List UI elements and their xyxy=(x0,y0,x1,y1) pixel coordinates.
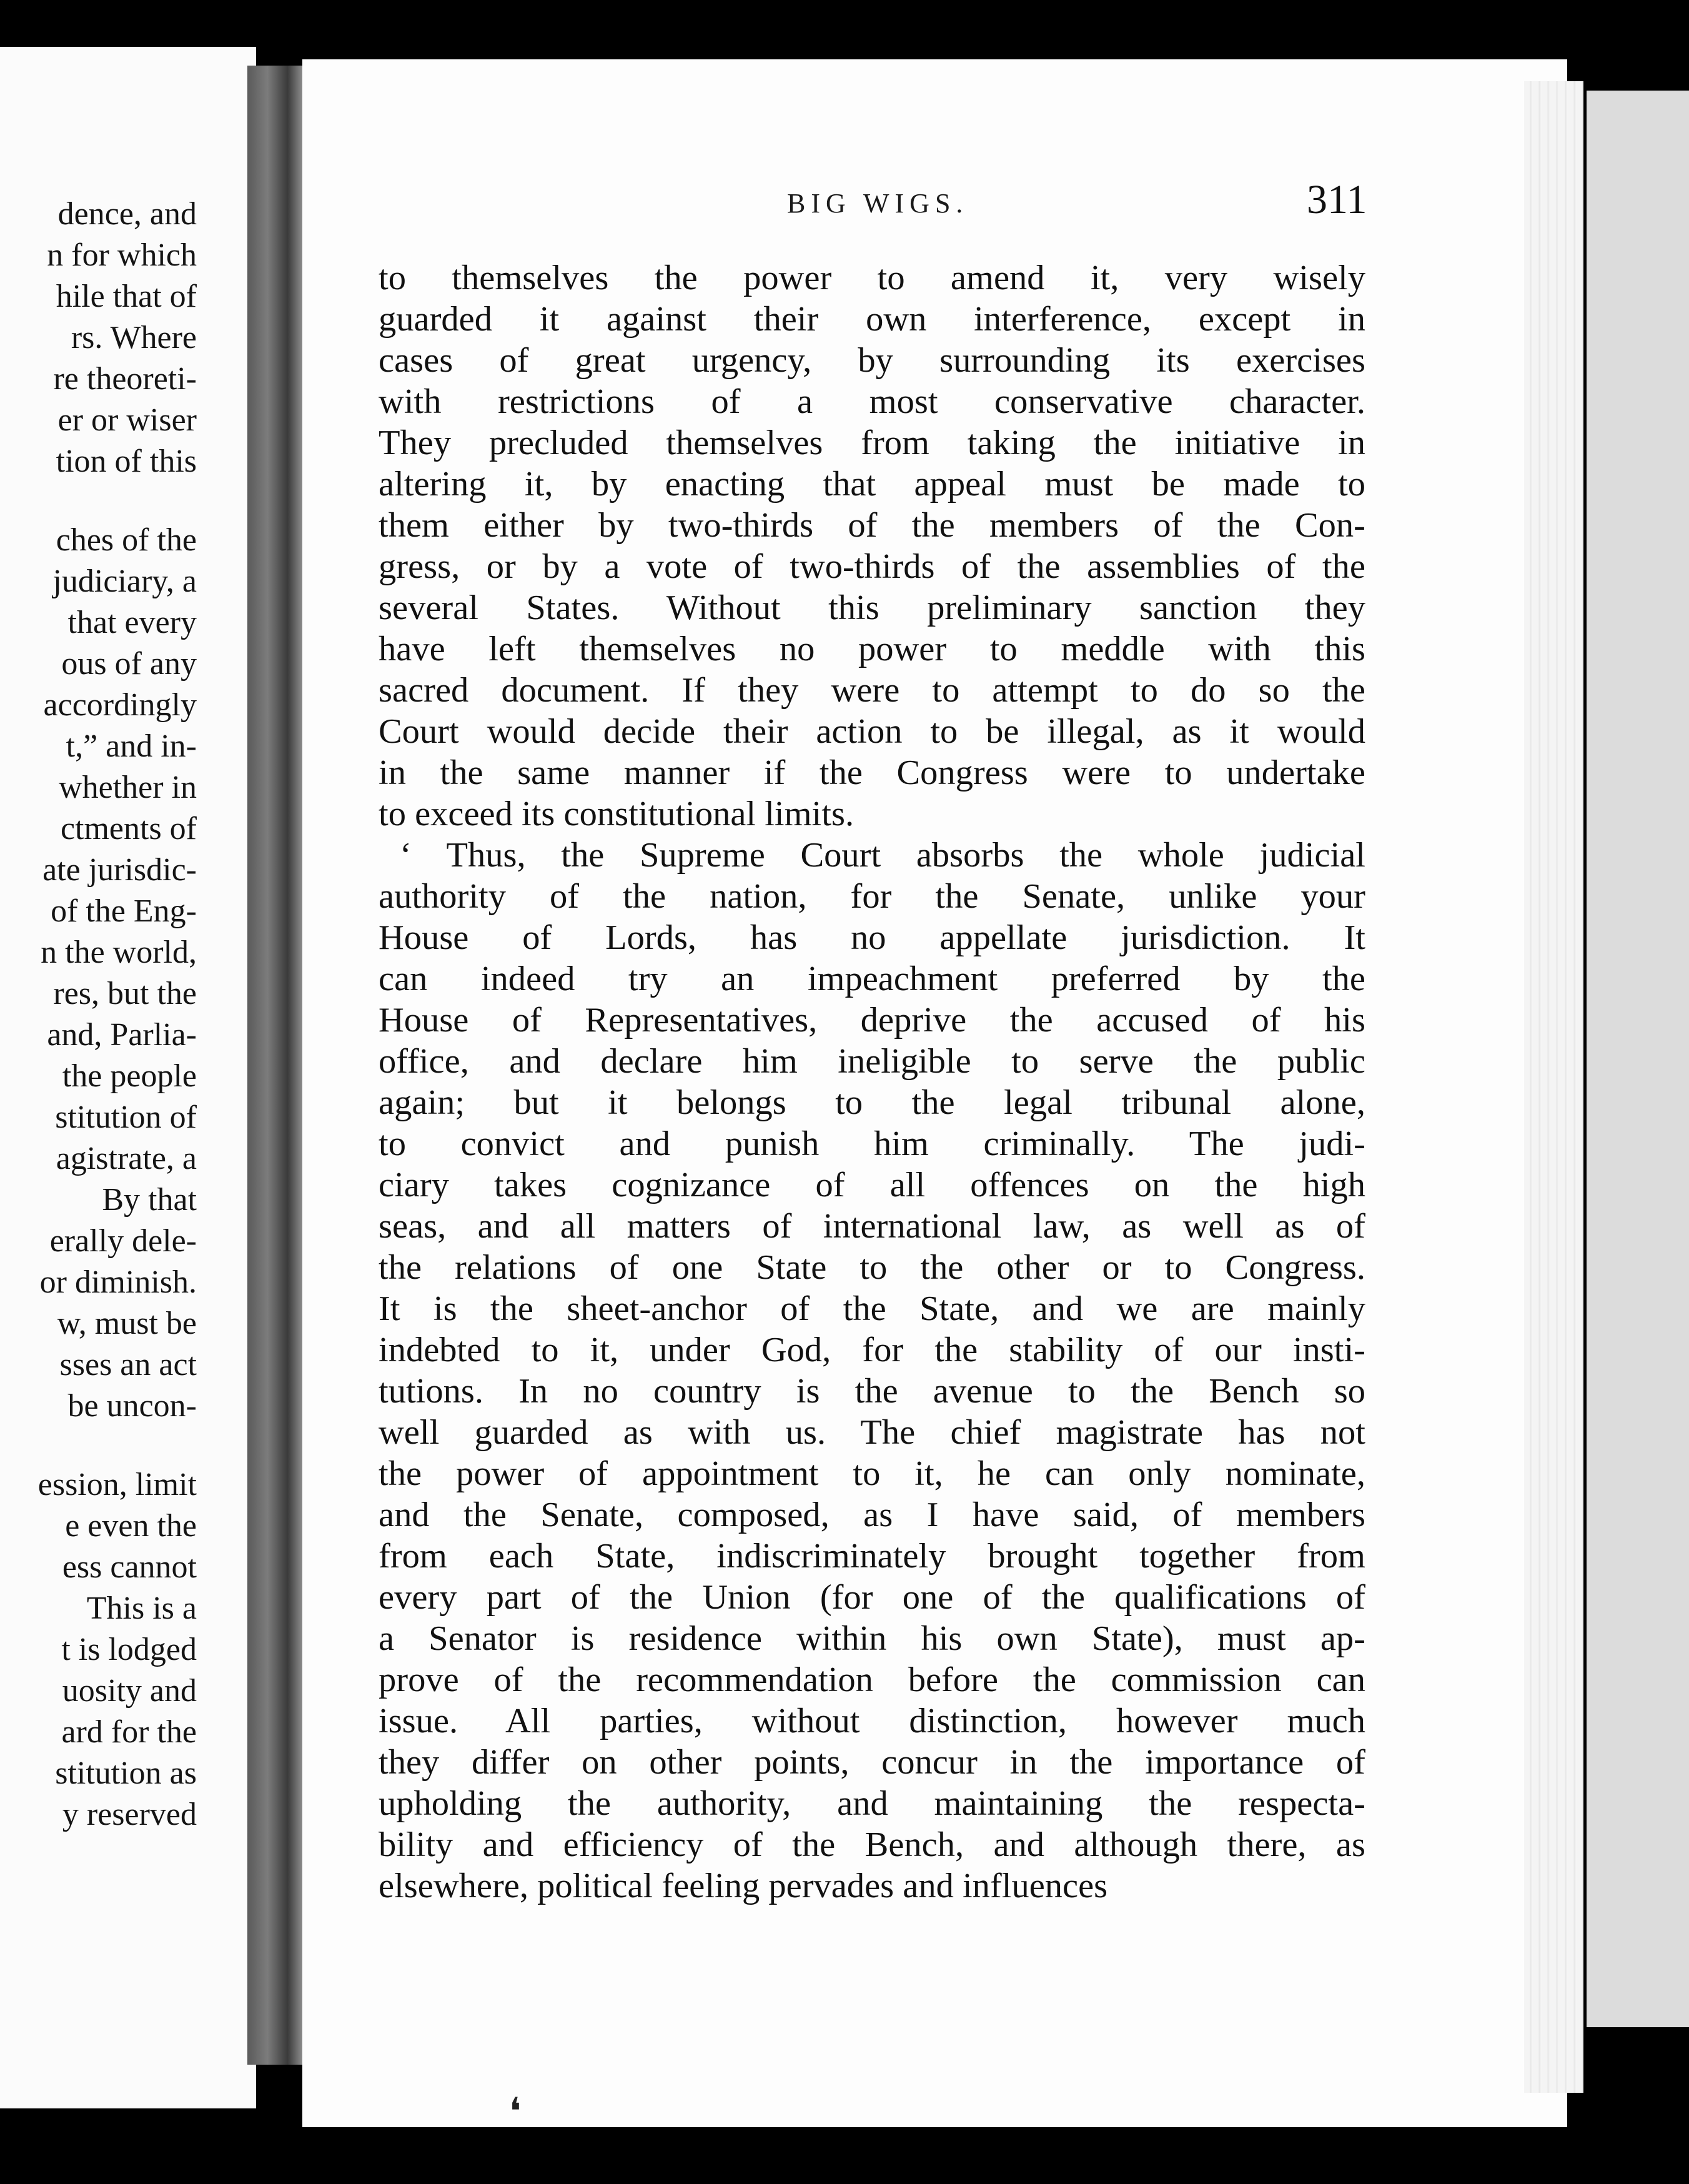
facing-page-line: ate jurisdic- xyxy=(42,852,197,888)
text-line: several States. Without this preliminary sanction they xyxy=(379,588,1365,627)
ink-blot-mark: ❛ xyxy=(509,2091,522,2132)
facing-page-line: This is a xyxy=(86,1591,197,1626)
facing-page xyxy=(0,47,256,2108)
facing-page-line: be uncon- xyxy=(67,1388,197,1424)
text-line: House of Representatives, deprive the accused of his xyxy=(379,1001,1365,1040)
text-line: prove of the recommendation before the commission can xyxy=(379,1660,1365,1699)
text-line: they differ on other points, concur in the importance of xyxy=(379,1743,1365,1782)
text-line: with restrictions of a most conservative character. xyxy=(379,382,1365,421)
facing-page-line: dence, and xyxy=(57,196,197,232)
page-edges xyxy=(1524,81,1583,2093)
facing-page-line: that every xyxy=(67,605,197,640)
text-line: gress, or by a vote of two-thirds of the assemblies of the xyxy=(379,547,1365,586)
text-line: a Senator is residence within his own State), must ap- xyxy=(379,1619,1365,1658)
text-line: well guarded as with us. The chief magistrate has not xyxy=(379,1413,1365,1452)
text-line: to exceed its constitutional limits. xyxy=(379,795,854,833)
text-line: and the Senate, composed, as I have said, of members xyxy=(379,1496,1365,1534)
facing-page-line: n the world, xyxy=(41,935,197,970)
facing-page-line: uosity and xyxy=(62,1673,197,1709)
book-cover-edge xyxy=(1587,91,1689,2027)
text-line: them either by two-thirds of the members of the Con- xyxy=(379,506,1365,545)
text-line: every part of the Union (for one of the qualifications of xyxy=(379,1578,1365,1617)
text-line: office, and declare him ineligible to serve the public xyxy=(379,1042,1365,1081)
text-line: indebted to it, under God, for the stability of our insti- xyxy=(379,1331,1365,1369)
text-line: elsewhere, political feeling pervades and influences xyxy=(379,1867,1108,1905)
facing-page-line: ous of any xyxy=(61,646,197,682)
facing-page-line: res, but the xyxy=(53,976,197,1011)
text-line: bility and efficiency of the Bench, and although there, as xyxy=(379,1825,1365,1864)
facing-page-line: re theoreti- xyxy=(53,361,197,397)
text-line: Court would decide their action to be illegal, as it would xyxy=(379,712,1365,751)
text-line: sacred document. If they were to attempt to do so the xyxy=(379,671,1365,710)
facing-page-line: stitution of xyxy=(55,1099,197,1135)
facing-page-line: sses an act xyxy=(59,1347,197,1382)
text-line: altering it, by enacting that appeal must be made to xyxy=(379,465,1365,504)
text-line: in the same manner if the Congress were to undertake xyxy=(379,753,1365,792)
text-line: upholding the authority, and maintaining the respecta- xyxy=(379,1784,1365,1823)
facing-page-line: and, Parlia- xyxy=(47,1017,197,1053)
text-line: cases of great urgency, by surrounding its exercises xyxy=(379,341,1365,380)
facing-page-line: of the Eng- xyxy=(51,893,197,929)
text-line: ‘ Thus, the Supreme Court absorbs the whole judicial xyxy=(400,836,1365,875)
text-line: House of Lords, has no appellate jurisdiction. It xyxy=(379,918,1365,957)
text-line: from each State, indiscriminately brought together from xyxy=(379,1537,1365,1576)
facing-page-line: e even the xyxy=(65,1508,197,1544)
facing-page-line: w, must be xyxy=(57,1306,197,1341)
facing-page-line: judiciary, a xyxy=(52,563,197,599)
facing-page-line: ctments of xyxy=(60,811,197,846)
facing-page-line: ession, limit xyxy=(37,1467,197,1502)
text-line: It is the sheet-anchor of the State, and we are mainly xyxy=(379,1289,1365,1328)
facing-page-line: t is lodged xyxy=(61,1632,197,1667)
facing-page-line: ard for the xyxy=(61,1714,197,1750)
facing-page-line: hile that of xyxy=(56,279,197,314)
text-line: They precluded themselves from taking the initiative in xyxy=(379,424,1365,462)
text-line: seas, and all matters of international law, as well as of xyxy=(379,1207,1365,1246)
facing-page-line: rs. Where xyxy=(71,320,197,355)
text-line: issue. All parties, without distinction, however much xyxy=(379,1702,1365,1740)
facing-page-line: the people xyxy=(62,1058,197,1094)
facing-page-line: whether in xyxy=(59,770,197,805)
text-line: again; but it belongs to the legal tribunal alone, xyxy=(379,1083,1365,1122)
facing-page-line: er or wiser xyxy=(57,402,197,438)
text-line: the relations of one State to the other or to Congress. xyxy=(379,1248,1365,1287)
text-line: to themselves the power to amend it, very wisely xyxy=(379,259,1365,297)
facing-page-line: ches of the xyxy=(56,522,197,558)
text-line: can indeed try an impeachment preferred by the xyxy=(379,960,1365,998)
page-number: 311 xyxy=(1307,177,1367,222)
text-line: authority of the nation, for the Senate, unlike your xyxy=(379,877,1365,916)
facing-page-line: By that xyxy=(102,1182,197,1218)
text-line: tutions. In no country is the avenue to the Bench so xyxy=(379,1372,1365,1411)
facing-page-line: or diminish. xyxy=(39,1264,197,1300)
facing-page-line: n for which xyxy=(47,237,197,273)
book-gutter xyxy=(247,66,305,2065)
facing-page-line: stitution as xyxy=(55,1755,197,1791)
facing-page-line: agistrate, a xyxy=(56,1141,197,1176)
text-line: the power of appointment to it, he can only nominate, xyxy=(379,1454,1365,1493)
text-line: to convict and punish him criminally. The judi- xyxy=(379,1124,1365,1163)
facing-page-line: t,” and in- xyxy=(66,728,197,764)
facing-page-line: ess cannot xyxy=(62,1549,197,1585)
running-head: BIG WIGS. xyxy=(787,188,969,219)
text-line: guarded it against their own interference, except in xyxy=(379,300,1365,339)
facing-page-line: y reserved xyxy=(62,1797,197,1832)
facing-page-line: tion of this xyxy=(56,444,197,479)
text-line: ciary takes cognizance of all offences on the high xyxy=(379,1166,1365,1204)
facing-page-line: accordingly xyxy=(43,687,197,723)
facing-page-line: erally dele- xyxy=(49,1223,197,1259)
text-line: have left themselves no power to meddle with this xyxy=(379,630,1365,668)
